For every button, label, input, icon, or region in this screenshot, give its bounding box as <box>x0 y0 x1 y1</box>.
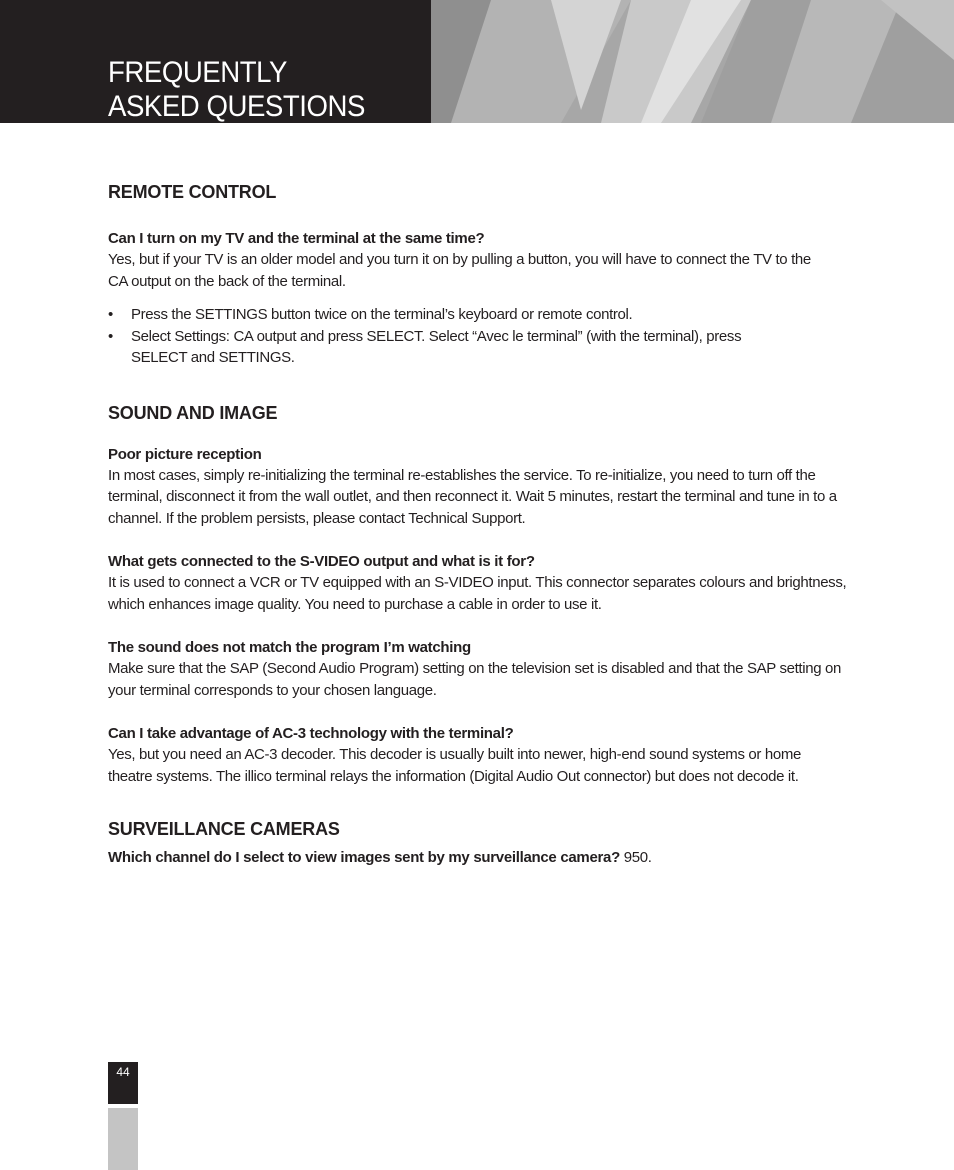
faq-question: The sound does not match the program I’m watching <box>108 639 471 656</box>
faq-answer: Make sure that the SAP (Second Audio Program) setting on the television set is disabled and that the SAP setting on your terminal corresponds to your chosen language. <box>108 660 841 699</box>
faq-item <box>108 723 848 787</box>
faq-answer: In most cases, simply re-initializing the terminal re-establishes the service. To re-initialize, you need to turn off the terminal, disconnect it from the wall outlet, and then reconnect it. Wait 5 minutes, restart the terminal and tune in to a channel. If the problem persists, please contact Technical Support. <box>108 466 837 527</box>
faq-question: Can I take advantage of AC-3 technology with the terminal? <box>108 725 514 742</box>
page-title <box>108 56 365 124</box>
page-number-tab <box>108 1062 138 1104</box>
header-photo <box>431 0 954 123</box>
header-abstract-image <box>431 0 954 123</box>
faq-item <box>108 637 848 701</box>
section-heading-surveillance-cameras: SURVEILLANCE CAMERAS <box>108 819 340 839</box>
faq-question: What gets connected to the S-VIDEO output and what is it for? <box>108 553 535 570</box>
faq-question: Poor picture reception <box>108 445 262 463</box>
page-tab-grey-block <box>108 1108 138 1170</box>
faq-answer: Yes, but you need an AC-3 decoder. This decoder is usually built into newer, high-end sound systems or home theatre systems. The illico terminal relays the information (Digital Audio Out connector) but does not decode it. <box>108 746 801 785</box>
page-title-line1: FREQUENTLY <box>108 56 287 89</box>
faq-item <box>108 551 848 615</box>
instruction-list <box>108 304 848 369</box>
page-title-line2: ASKED QUESTIONS <box>108 90 365 123</box>
list-item: • Press the SETTINGS button twice on the terminal’s keyboard or remote control. <box>108 304 848 326</box>
section-heading-sound-and-image: SOUND AND IMAGE <box>108 402 278 423</box>
faq-item <box>108 228 848 292</box>
list-item: • Select Settings: CA output and press SELECT. Select “Avec le terminal” (with the terminal), press SELECT and SETTINGS. <box>108 326 801 369</box>
faq-item <box>108 444 848 530</box>
faq-answer: It is used to connect a VCR or TV equipped with an S-VIDEO input. This connector separates colours and brightness, which enhances image quality. You need to purchase a cable in order to use it. <box>108 574 847 613</box>
page-number: 44 <box>116 1065 130 1079</box>
faq-answer: Yes, but if your TV is an older model and you turn it on by pulling a button, you will have to connect the TV to the CA output on the back of the terminal. <box>108 251 811 290</box>
faq-question: Can I turn on my TV and the terminal at the same time? <box>108 230 485 247</box>
faq-answer: 950. <box>619 849 652 866</box>
section-heading-remote-control: REMOTE CONTROL <box>108 182 277 202</box>
faq-item <box>108 847 848 869</box>
faq-content <box>108 178 848 869</box>
faq-question: Which channel do I select to view images sent by my surveillance camera? <box>108 849 620 866</box>
